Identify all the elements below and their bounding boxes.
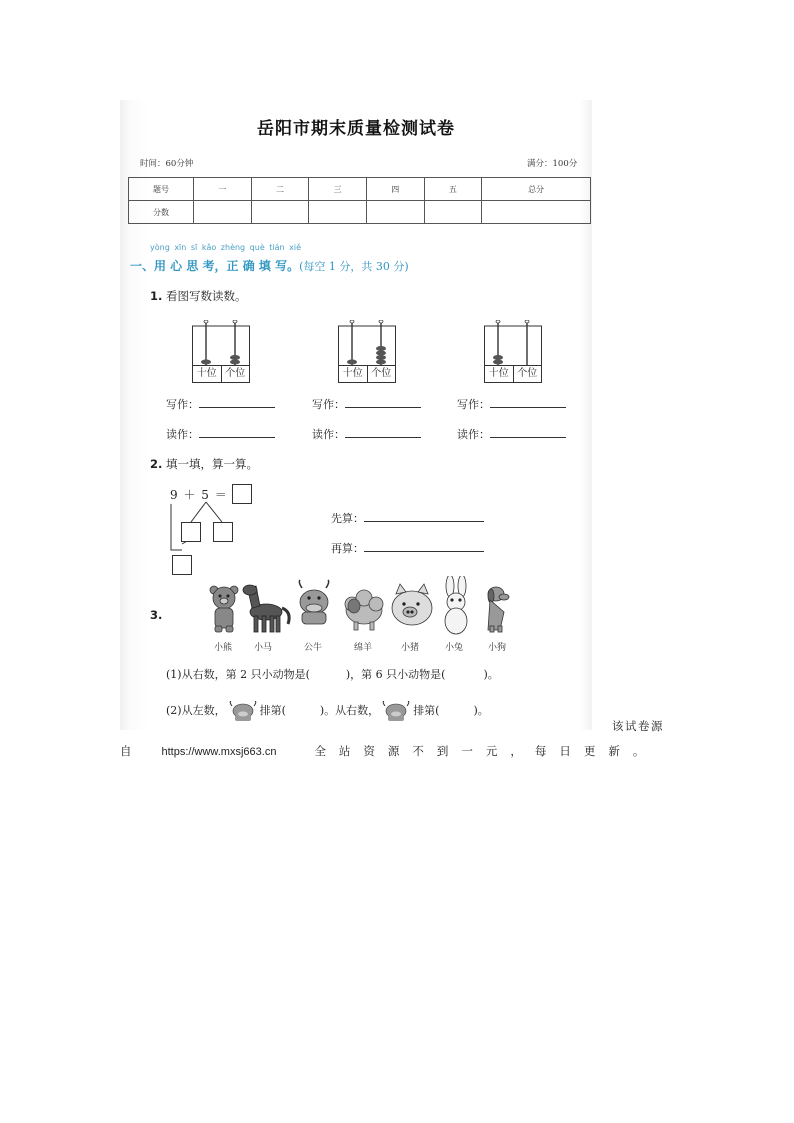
abacus-tens-label: 十位 <box>485 366 514 382</box>
answer-blank[interactable] <box>364 511 484 522</box>
q1-prompt <box>150 288 247 304</box>
abacus-tens-label: 十位 <box>339 366 368 382</box>
horse-icon <box>243 585 289 632</box>
abacus-2-frame-icon <box>338 320 396 366</box>
abacus-2 <box>338 320 396 384</box>
pig-icon <box>392 584 432 625</box>
q3-part2-text-e: )。 <box>473 704 489 717</box>
score-input-cell[interactable] <box>366 201 424 224</box>
first-calc-label: 先算： <box>331 512 364 525</box>
q3-part1 <box>166 666 499 682</box>
footer-source-left: 自 <box>120 744 132 758</box>
abacus-1 <box>192 320 250 384</box>
answer-blank[interactable] <box>199 427 275 438</box>
score-header-cell: 一 <box>194 178 252 201</box>
exam-sheet <box>120 100 592 730</box>
score-header-cell: 题号 <box>129 178 194 201</box>
footer-source-right: 该试卷源 <box>612 719 664 733</box>
read-field-2[interactable] <box>312 426 421 442</box>
footer-line <box>120 743 657 759</box>
abacus-ones-label: 个位 <box>517 368 538 379</box>
write-label: 写作： <box>166 398 199 411</box>
read-field-3[interactable] <box>457 426 566 442</box>
q2-text: 填一填，算一算。 <box>166 457 259 471</box>
read-label: 读作： <box>457 428 490 441</box>
animals-illustration <box>204 576 534 638</box>
answer-box[interactable] <box>213 522 233 542</box>
score-header-cell: 四 <box>366 178 424 201</box>
score-table-score-row <box>129 201 591 224</box>
exam-full-score: 满分：100分 <box>527 159 578 169</box>
read-field-1[interactable] <box>166 426 275 442</box>
abacus-1-frame-icon <box>192 320 250 366</box>
abacus-ones-label: 个位 <box>371 368 392 379</box>
then-calc-label: 再算： <box>331 542 364 555</box>
write-field-2[interactable] <box>312 396 421 412</box>
score-row-label: 分数 <box>129 201 194 224</box>
q3-part2-text-a: (2)从左数， <box>166 704 226 717</box>
write-label: 写作： <box>457 398 490 411</box>
answer-blank[interactable] <box>364 541 484 552</box>
bull-icon <box>299 580 328 624</box>
score-input-cell[interactable] <box>482 201 591 224</box>
abacus-3-labels <box>484 366 542 383</box>
first-calc-field[interactable] <box>331 510 484 526</box>
animal-label: 公牛 <box>304 643 323 653</box>
answer-box[interactable] <box>181 522 201 542</box>
q3-part2-text-b: 排第( <box>259 704 286 717</box>
exam-time: 时间：60分钟 <box>140 159 194 169</box>
answer-blank[interactable] <box>345 397 421 408</box>
score-header-cell: 三 <box>309 178 367 201</box>
footer-url-link[interactable]: https://www.mxsj663.cn <box>161 746 277 758</box>
section1-title-text: 一、用 心 思 考，正 确 填 写。 <box>130 259 300 273</box>
animal-label: 小熊 <box>214 643 233 653</box>
animal-label: 小兔 <box>445 643 464 653</box>
bull-icon <box>379 701 413 721</box>
q3-part2-text-d: 排第( <box>413 704 440 717</box>
sheep-icon <box>345 590 383 630</box>
abacus-1-labels <box>192 366 250 383</box>
q2-prompt <box>150 456 258 472</box>
then-calc-field[interactable] <box>331 540 484 556</box>
q2-number: 2. <box>150 457 163 471</box>
abacus-3-frame-icon <box>484 320 542 366</box>
q3-prompt <box>150 608 162 622</box>
abacus-tens-label: 十位 <box>193 366 222 382</box>
q3-part2 <box>166 701 489 721</box>
read-label: 读作： <box>166 428 199 441</box>
answer-blank[interactable] <box>490 427 566 438</box>
score-input-cell[interactable] <box>309 201 367 224</box>
score-table <box>128 177 591 224</box>
animal-label: 小狗 <box>488 643 507 653</box>
rabbit-icon <box>445 576 467 634</box>
bear-icon <box>210 586 238 632</box>
dog-icon <box>488 587 509 632</box>
q3-part1-text-c: )。 <box>483 668 499 681</box>
section1-pinyin: yòng xīn sī kǎo zhèng què tián xiě <box>150 243 302 252</box>
section1-title <box>130 257 409 274</box>
answer-blank[interactable] <box>199 397 275 408</box>
answer-box[interactable] <box>172 555 192 575</box>
score-header-cell: 总分 <box>482 178 591 201</box>
score-input-cell[interactable] <box>424 201 482 224</box>
score-header-cell: 五 <box>424 178 482 201</box>
answer-blank[interactable] <box>345 427 421 438</box>
animal-label: 小马 <box>254 643 273 653</box>
score-input-cell[interactable] <box>194 201 252 224</box>
animal-label: 绵羊 <box>354 643 373 653</box>
animal-label: 小猪 <box>401 643 420 653</box>
q1-number: 1. <box>150 289 163 303</box>
score-header-cell: 二 <box>251 178 309 201</box>
abacus-ones-label: 个位 <box>225 368 246 379</box>
q3-number: 3. <box>150 608 163 622</box>
bull-icon <box>226 701 260 721</box>
q3-part2-text-c: )。从右数， <box>319 704 380 717</box>
write-field-1[interactable] <box>166 396 275 412</box>
animal-row <box>204 576 534 656</box>
score-table-header-row <box>129 178 591 201</box>
q3-part1-text-b: )，第 6 只小动物是( <box>345 668 446 681</box>
q2-equation: 9 ＋ 5 ＝ <box>170 488 228 502</box>
abacus-3 <box>484 320 542 384</box>
footer-slogan: 全站资源不到一元，每日更新。 <box>314 744 658 758</box>
abacus-2-labels <box>338 366 396 383</box>
read-label: 读作： <box>312 428 345 441</box>
section1-note: (每空 1 分，共 30 分) <box>299 260 409 273</box>
score-input-cell[interactable] <box>251 201 309 224</box>
write-field-3[interactable] <box>457 396 566 412</box>
q3-part1-text-a: (1)从右数，第 2 只小动物是( <box>166 668 310 681</box>
q1-text: 看图写数读数。 <box>166 289 247 303</box>
exam-title: 岳阳市期末质量检测试卷 <box>257 119 455 139</box>
answer-blank[interactable] <box>490 397 566 408</box>
write-label: 写作： <box>312 398 345 411</box>
